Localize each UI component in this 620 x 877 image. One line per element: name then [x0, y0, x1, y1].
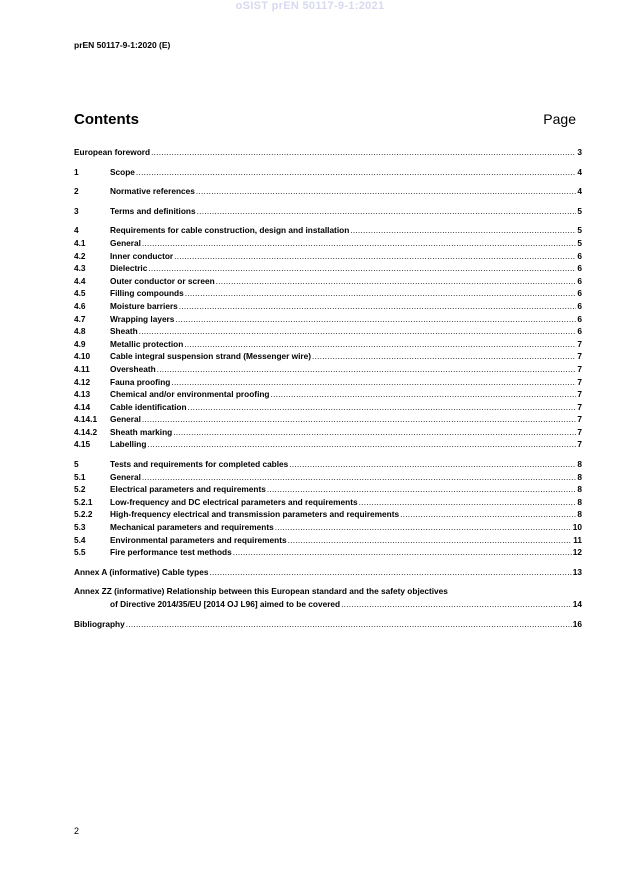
dot-leader	[350, 224, 576, 234]
toc-section-number: 4.5	[74, 288, 86, 299]
watermark: oSIST prEN 50117-9-1:2021	[235, 0, 385, 12]
dot-leader	[267, 483, 577, 493]
dot-leader	[151, 146, 576, 156]
dot-leader	[289, 458, 576, 468]
dot-leader	[216, 275, 577, 285]
toc-entry-title: Filling compounds	[110, 288, 184, 299]
toc-page-number: 7	[577, 338, 582, 349]
dot-leader	[142, 471, 576, 481]
toc-entry[interactable]	[74, 146, 582, 159]
toc-entry-title: Wrapping layers	[110, 313, 175, 324]
toc-entry[interactable]	[74, 483, 582, 496]
dot-leader	[185, 287, 577, 297]
dot-leader	[400, 508, 576, 518]
contents-title: Contents	[74, 111, 139, 128]
toc-entry[interactable]	[74, 401, 582, 414]
toc-entry[interactable]	[74, 350, 582, 363]
toc-page-number: 4	[577, 186, 582, 197]
dot-leader	[271, 388, 577, 398]
toc-section-number: 4.4	[74, 275, 86, 286]
toc-entry-title: Dielectric	[110, 263, 148, 274]
document-id: prEN 50117-9-1:2020 (E)	[74, 40, 171, 50]
toc-page-number: 8	[577, 459, 582, 470]
toc-section-number: 4.6	[74, 300, 86, 311]
toc-entry[interactable]	[74, 508, 582, 521]
toc-page-number: 11	[573, 534, 582, 545]
toc-entry-title: Outer conductor or screen	[110, 275, 215, 286]
toc-entry[interactable]	[74, 438, 582, 451]
toc-entry[interactable]	[74, 313, 582, 326]
toc-entry[interactable]	[74, 521, 582, 534]
toc-section-number: 2	[74, 186, 79, 197]
toc-section-number: 5.5	[74, 547, 86, 558]
annex-zz-line-2	[74, 598, 582, 611]
toc-section-number: 4.1	[74, 237, 86, 248]
dot-leader	[312, 350, 576, 360]
toc-entry[interactable]	[74, 388, 582, 401]
annex-zz-line-1	[74, 585, 582, 598]
toc-entries	[74, 146, 582, 578]
toc-entry-title: Scope	[110, 166, 135, 177]
toc-entry-title: Cable identification	[110, 401, 187, 412]
toc-entry-title: Terms and definitions	[110, 205, 196, 216]
toc-page-number: 7	[577, 401, 582, 412]
toc-entry[interactable]	[74, 275, 582, 288]
toc-page-number: 12	[572, 547, 582, 558]
toc-page-number: 8	[577, 484, 582, 495]
toc-entry[interactable]	[74, 426, 582, 439]
toc-section-number: 4	[74, 225, 79, 236]
dot-leader	[196, 185, 577, 195]
dot-leader	[139, 325, 577, 335]
toc-entry[interactable]	[74, 471, 582, 484]
toc-entry-title: Environmental parameters and requirements	[110, 534, 287, 545]
toc-page-number: 4	[577, 166, 582, 177]
toc-section-number: 5	[74, 459, 79, 470]
toc-section-number: 4.3	[74, 263, 86, 274]
toc-entry-title: Requirements for cable construction, design and installation	[110, 225, 350, 236]
toc-entry-title: Sheath	[110, 326, 138, 337]
dot-leader	[188, 401, 577, 411]
toc-page-number: 14	[572, 599, 582, 609]
toc-page-number: 6	[577, 250, 582, 261]
toc-section-number: 1	[74, 166, 79, 177]
dot-leader	[157, 363, 577, 373]
toc-entry[interactable]	[74, 413, 582, 426]
toc-section-number: 4.7	[74, 313, 86, 324]
toc-page-number: 8	[577, 509, 582, 520]
toc-section-number: 5.2.2	[74, 509, 93, 520]
toc-page-number: 13	[572, 566, 582, 577]
toc-entry[interactable]	[74, 250, 582, 263]
toc-entry-title: Cable integral suspension strand (Messenger wire)	[110, 351, 312, 362]
toc-page-number: 6	[577, 326, 582, 337]
toc-entry[interactable]	[74, 300, 582, 313]
dot-leader	[209, 566, 571, 576]
toc-entry[interactable]	[74, 205, 582, 218]
dot-leader	[179, 300, 577, 310]
toc-entry-title: General	[110, 471, 141, 482]
toc-section-number: 5.1	[74, 471, 86, 482]
toc-entry[interactable]	[74, 166, 582, 179]
annex-zz-subtitle: of Directive 2014/35/EU [2014 OJ L96] aimed to be covered	[110, 599, 341, 609]
toc-entry[interactable]	[74, 325, 582, 338]
toc-section-number: 4.2	[74, 250, 86, 261]
toc-section-number: 4.10	[74, 351, 91, 362]
toc-section-number: 4.14	[74, 401, 91, 412]
toc-section-number: 5.2	[74, 484, 86, 495]
dot-leader	[142, 413, 576, 423]
toc-page-number: 7	[577, 414, 582, 425]
dot-leader	[184, 338, 576, 348]
dot-leader	[197, 205, 577, 215]
toc-page-number: 10	[572, 522, 582, 533]
dot-leader	[126, 618, 572, 628]
page-column-label: Page	[543, 111, 576, 127]
toc-entry-title: Mechanical parameters and requirements	[110, 522, 274, 533]
dot-leader	[147, 438, 576, 448]
toc-entry-bibliography[interactable]	[74, 618, 582, 631]
toc-entry-title: Metallic protection	[110, 338, 184, 349]
toc-entry-title: General	[110, 414, 141, 425]
toc-section-number: 4.9	[74, 338, 86, 349]
toc-entry-annex-zz[interactable]	[74, 585, 582, 610]
toc-page-number: 8	[577, 471, 582, 482]
toc-section-number: 4.8	[74, 326, 86, 337]
toc-page-number: 7	[577, 389, 582, 400]
toc-entry[interactable]	[74, 534, 582, 547]
toc-entry[interactable]	[74, 376, 582, 389]
toc-entry-title: Sheath marking	[110, 426, 173, 437]
dot-leader	[171, 376, 576, 386]
toc-entry-title: Chemical and/or environmental proofing	[110, 389, 270, 400]
toc-section-number: 5.4	[74, 534, 86, 545]
toc-section-number: 3	[74, 205, 79, 216]
toc-entry-title: Moisture barriers	[110, 300, 178, 311]
toc-entry[interactable]	[74, 287, 582, 300]
toc-entry-title: Oversheath	[110, 363, 156, 374]
toc-page-number: 7	[577, 426, 582, 437]
dot-leader	[173, 426, 576, 436]
dot-leader	[275, 521, 572, 531]
page-number: 2	[74, 826, 80, 836]
toc-entry-title: Annex A (informative) Cable types	[74, 566, 209, 577]
toc-page-number: 6	[577, 263, 582, 274]
dot-leader	[174, 250, 576, 260]
dot-leader	[142, 237, 576, 247]
toc-page-number: 3	[577, 147, 582, 157]
dot-leader	[136, 166, 576, 176]
toc-entry-title: High-frequency electrical and transmission parameters and requirements	[110, 509, 400, 520]
dot-leader	[233, 546, 572, 556]
toc-entry[interactable]	[74, 496, 582, 509]
dot-leader	[288, 534, 573, 544]
toc-page-number: 6	[577, 275, 582, 286]
toc-entry-title: Bibliography	[74, 618, 125, 629]
toc-page-number: 7	[577, 439, 582, 450]
toc-section-number: 4.14.2	[74, 426, 98, 437]
toc-entry-title: Fauna proofing	[110, 376, 171, 387]
toc-page-number: 7	[577, 351, 582, 362]
toc-page-number: 8	[577, 496, 582, 507]
toc-entry-title: Normative references	[110, 186, 195, 197]
table-of-contents	[74, 146, 582, 630]
toc-page-number: 16	[572, 618, 582, 629]
toc-entry-title: Inner conductor	[110, 250, 174, 261]
toc-page-number: 6	[577, 313, 582, 324]
toc-page-number: 7	[577, 376, 582, 387]
toc-page-number: 6	[577, 300, 582, 311]
toc-entry-title: European foreword	[74, 147, 151, 157]
toc-entry[interactable]	[74, 566, 582, 579]
annex-zz-title: Annex ZZ (informative) Relationship between this European standard and the safety objectives	[74, 586, 448, 597]
dot-leader	[341, 598, 572, 608]
toc-section-number: 4.12	[74, 376, 91, 387]
toc-entry-title: Low-frequency and DC electrical parameters and requirements	[110, 496, 358, 507]
toc-entry-title: Tests and requirements for completed cables	[110, 459, 289, 470]
toc-page-number: 6	[577, 288, 582, 299]
toc-page-number: 7	[577, 363, 582, 374]
toc-entry[interactable]	[74, 185, 582, 198]
toc-entry[interactable]	[74, 224, 582, 237]
toc-section-number: 4.15	[74, 439, 91, 450]
dot-leader	[148, 262, 576, 272]
toc-entry[interactable]	[74, 338, 582, 351]
toc-entry[interactable]	[74, 363, 582, 376]
dot-leader	[175, 313, 576, 323]
toc-page-number: 5	[577, 225, 582, 236]
toc-section-number: 5.3	[74, 522, 86, 533]
dot-leader	[359, 496, 577, 506]
toc-entry[interactable]	[74, 262, 582, 275]
toc-entry-title: Fire performance test methods	[110, 547, 232, 558]
toc-entry-title: General	[110, 237, 141, 248]
toc-section-number: 4.13	[74, 389, 91, 400]
toc-entry[interactable]	[74, 546, 582, 559]
toc-page-number: 5	[577, 237, 582, 248]
toc-entry[interactable]	[74, 458, 582, 471]
toc-entry-title: Labelling	[110, 439, 147, 450]
toc-section-number: 4.11	[74, 363, 90, 374]
toc-section-number: 5.2.1	[74, 496, 93, 507]
toc-section-number: 4.14.1	[74, 414, 98, 425]
toc-page-number: 5	[577, 205, 582, 216]
toc-entry[interactable]	[74, 237, 582, 250]
toc-entry-title: Electrical parameters and requirements	[110, 484, 266, 495]
contents-heading	[74, 111, 576, 128]
